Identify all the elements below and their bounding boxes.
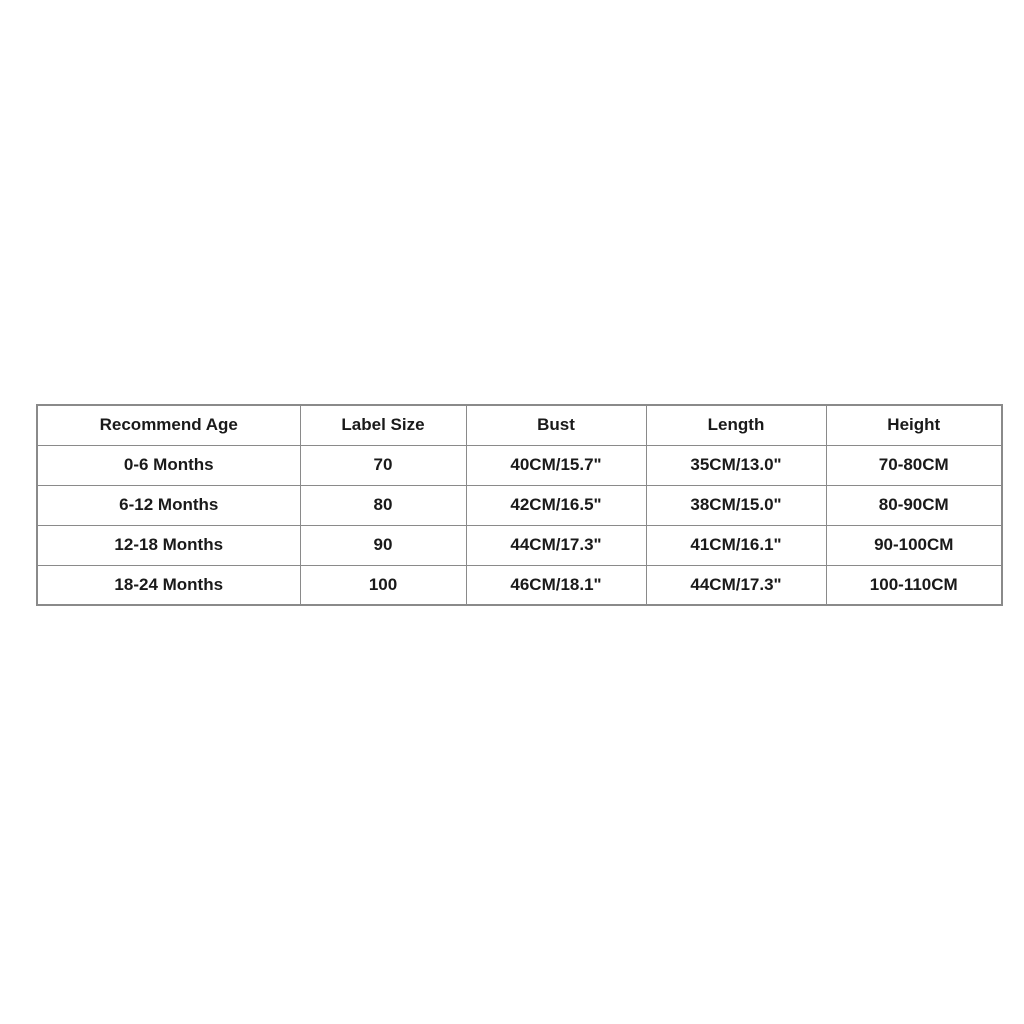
cell-length: 38CM/15.0": [646, 485, 826, 525]
header-label-size: Label Size: [300, 405, 466, 445]
cell-length: 44CM/17.3": [646, 565, 826, 605]
cell-label-size: 70: [300, 445, 466, 485]
table-row: [37, 525, 1002, 565]
cell-height: 100-110CM: [826, 565, 1002, 605]
cell-age: 12-18 Months: [37, 525, 300, 565]
header-recommend-age: Recommend Age: [37, 405, 300, 445]
cell-bust: 46CM/18.1": [466, 565, 646, 605]
cell-length: 41CM/16.1": [646, 525, 826, 565]
cell-bust: 44CM/17.3": [466, 525, 646, 565]
cell-label-size: 90: [300, 525, 466, 565]
size-chart-table: [36, 404, 1003, 606]
cell-height: 90-100CM: [826, 525, 1002, 565]
cell-age: 18-24 Months: [37, 565, 300, 605]
cell-height: 70-80CM: [826, 445, 1002, 485]
cell-label-size: 80: [300, 485, 466, 525]
cell-length: 35CM/13.0": [646, 445, 826, 485]
table-row: [37, 485, 1002, 525]
table-row: [37, 565, 1002, 605]
cell-age: 6-12 Months: [37, 485, 300, 525]
cell-bust: 42CM/16.5": [466, 485, 646, 525]
cell-label-size: 100: [300, 565, 466, 605]
header-row: [37, 405, 1002, 445]
header-length: Length: [646, 405, 826, 445]
header-bust: Bust: [466, 405, 646, 445]
cell-age: 0-6 Months: [37, 445, 300, 485]
cell-height: 80-90CM: [826, 485, 1002, 525]
cell-bust: 40CM/15.7": [466, 445, 646, 485]
header-height: Height: [826, 405, 1002, 445]
table-row: [37, 445, 1002, 485]
